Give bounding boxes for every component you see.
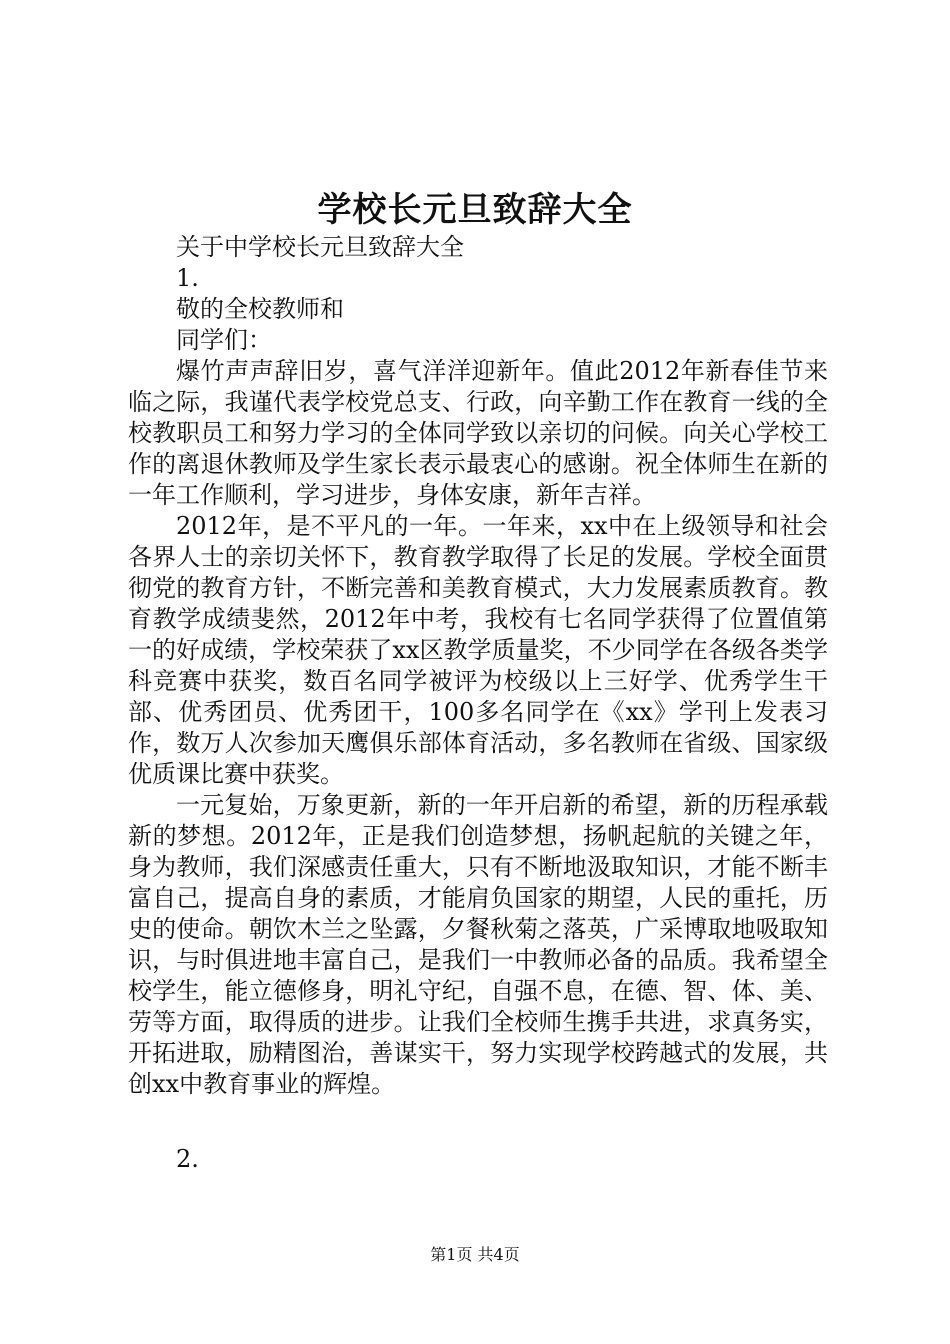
- paragraph-3: 一元复始，万象更新，新的一年开启新的希望，新的历程承载新的梦想。2012年，正是我们创造梦想，扬帆起航的关键之年，身为教师，我们深感责任重大，只有不断地汲取知识，才能不断丰富自己，提高自身的素质，才能肩负国家的期望，人民的重托，历史的使命。朝饮木兰之坠露，夕餐秋菊之落英，广采博取地吸取知识，与时俱进地丰富自己，是我们一中教师必备的品质。我希望全校学生，能立德修身，明礼守纪，自强不息，在德、智、体、美、劳等方面，取得质的进步。让我们全校师生携手共进，求真务实，开拓进取，励精图治，善谋实干，努力实现学校跨越式的发展，共创xx中教育事业的辉煌。: [128, 791, 828, 1098]
- page-footer: 第1页 共4页: [430, 1245, 520, 1264]
- section-number-1: 1.: [176, 264, 199, 292]
- greeting-line-1: 敬的全校教师和: [176, 295, 344, 323]
- document-body: [128, 232, 828, 1175]
- greeting-line-2: 同学们：: [176, 326, 272, 354]
- page-title: 学校长元旦致辞大全: [317, 190, 633, 230]
- paragraph-2: 2012年，是不平凡的一年。一年来，xx中在上级领导和社会各界人士的亲切关怀下，教育教学取得了长足的发展。学校全面贯彻党的教育方针，不断完善和美教育模式，大力发展素质教育。教育教学成绩斐然，2012年中考，我校有七名同学获得了位置值第一的好成绩，学校荣获了xx区教学质量奖，不少同学在各级各类学科竞赛中获奖，数百名同学被评为校级以上三好学、优秀学生干部、优秀团员、优秀团干，100多名同学在《xx》学刊上发表习作，数万人次参加天鹰俱乐部体育活动，多名教师在省级、国家级优质课比赛中获奖。: [128, 512, 828, 788]
- section-gap: [128, 1100, 828, 1144]
- paragraph-1: 爆竹声声辞旧岁，喜气洋洋迎新年。值此2012年新春佳节来临之际，我谨代表学校党总支、行政，向辛勤工作在教育一线的全校教职员工和努力学习的全体同学致以亲切的问候。向关心学校工作的离退休教师及学生家长表示最衷心的感谢。祝全体师生在新的一年工作顺利，学习进步，身体安康，新年吉祥。: [128, 357, 828, 509]
- subtitle: 关于中学校长元旦致辞大全: [176, 233, 464, 261]
- section-number-2: 2.: [176, 1145, 199, 1173]
